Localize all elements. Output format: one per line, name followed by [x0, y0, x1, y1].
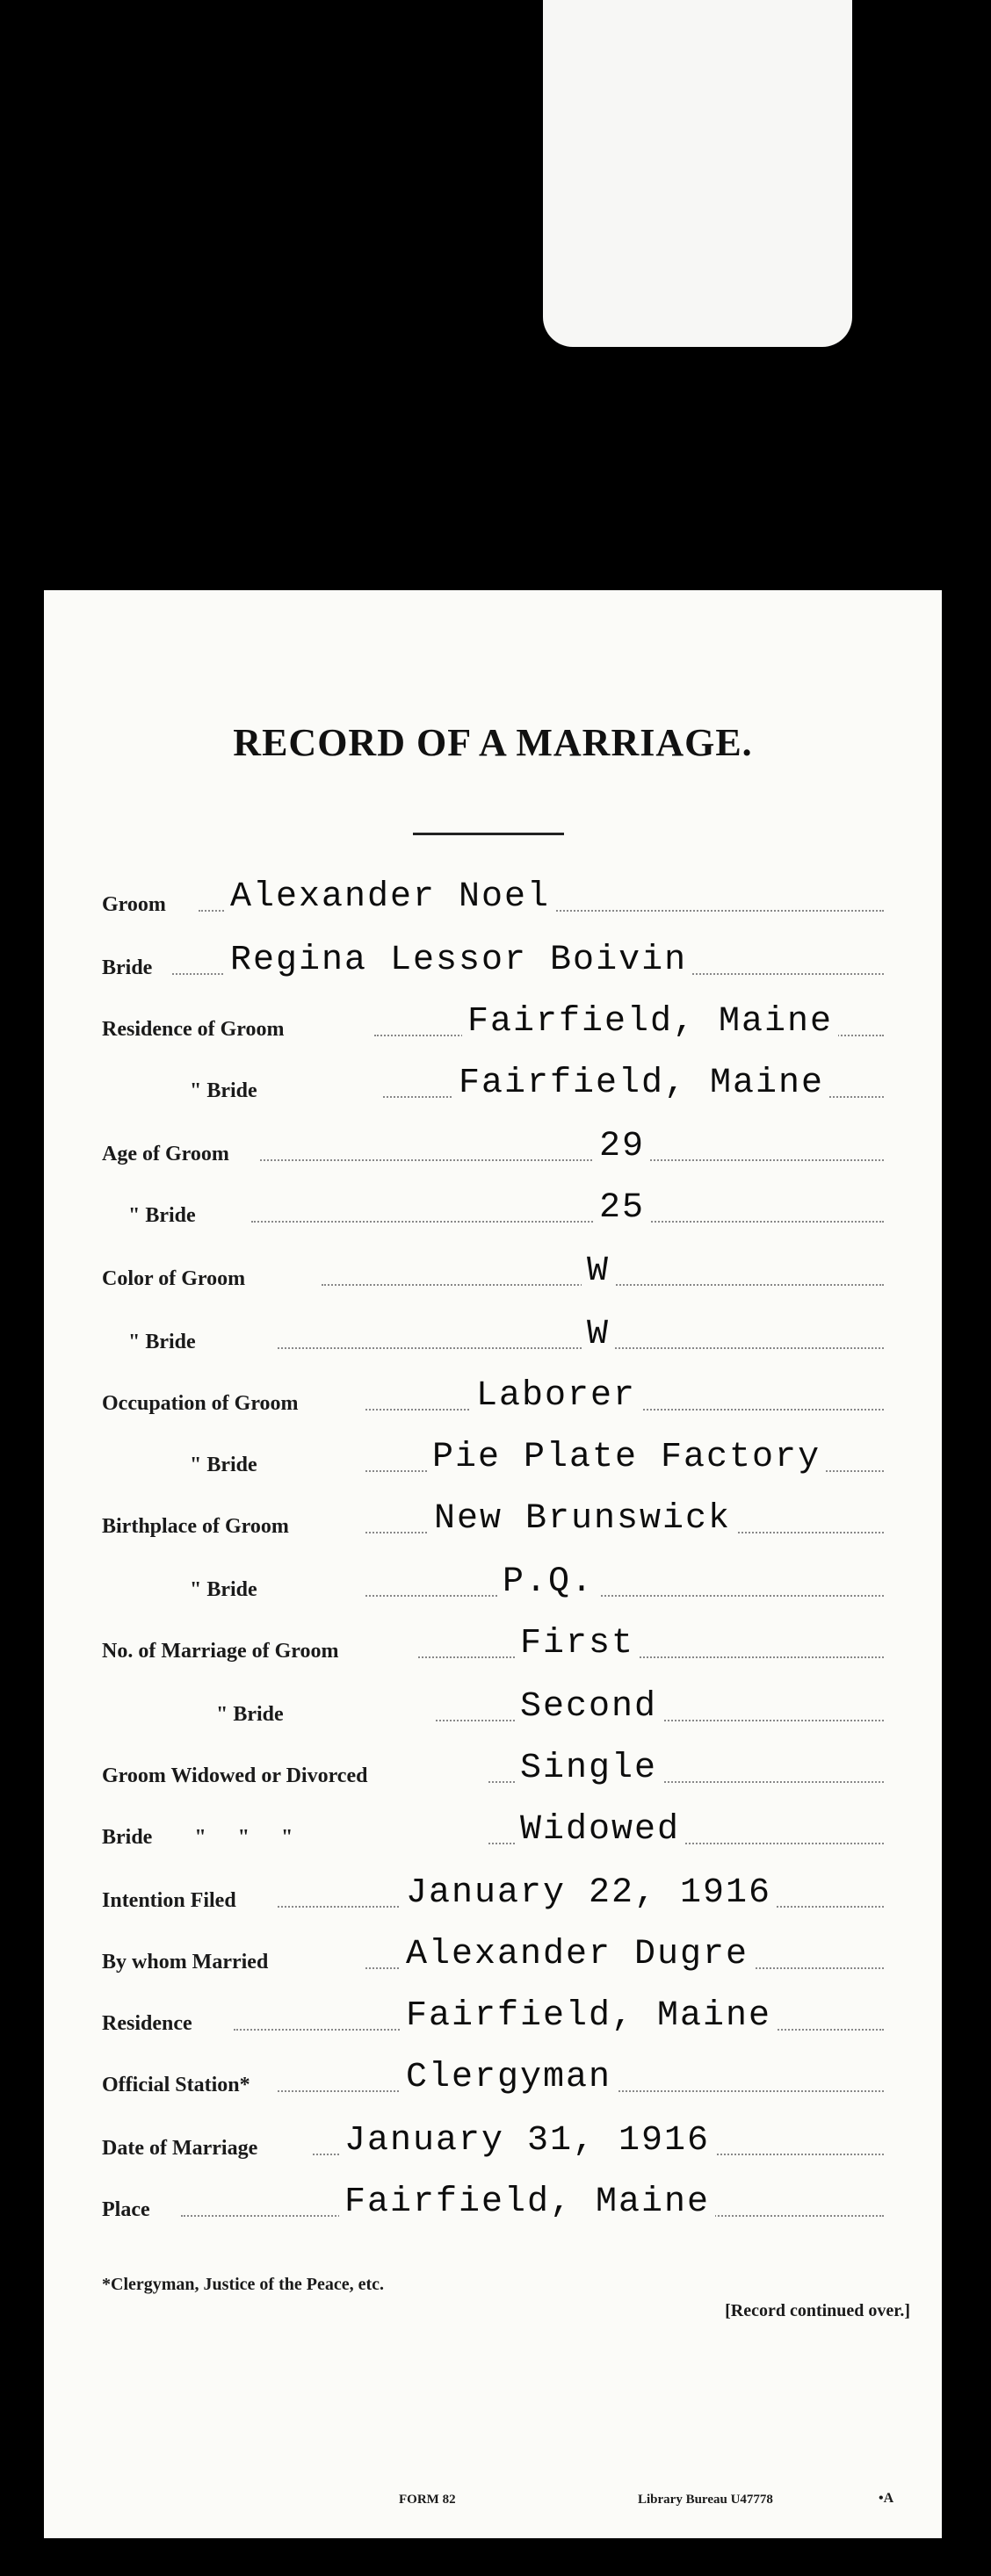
field-widowed-groom — [102, 1741, 884, 1793]
field-label: Occupation of Groom — [102, 1392, 299, 1415]
field-groom — [102, 869, 884, 922]
footnote: *Clergyman, Justice of the Peace, etc. — [102, 2275, 384, 2294]
field-label: Color of Groom — [102, 1267, 246, 1290]
field-label: " Bride — [128, 1331, 196, 1353]
field-label: Residence of Groom — [102, 1018, 285, 1041]
field-label: " Bride — [128, 1204, 196, 1227]
field-label: " Bride — [190, 1454, 257, 1476]
field-value: Second — [515, 1687, 662, 1727]
field-officiant-residence — [102, 1988, 884, 2041]
field-age-groom — [102, 1119, 884, 1172]
record-continued-note: [Record continued over.] — [725, 2301, 910, 2320]
field-label: By whom Married — [102, 1951, 269, 1973]
field-bride — [102, 933, 884, 985]
field-date-of-marriage — [102, 2113, 884, 2166]
field-color-groom — [102, 1244, 884, 1296]
marriage-record-card — [44, 590, 942, 2538]
field-value: Clergyman — [401, 2058, 617, 2097]
field-value: W — [582, 1252, 615, 1291]
field-label: Official Station* — [102, 2074, 250, 2096]
field-value: Fairfield, Maine — [453, 1064, 829, 1103]
field-residence-bride — [102, 1056, 884, 1108]
field-value: Single — [515, 1749, 662, 1788]
file-card-tab — [543, 0, 852, 347]
field-value: January 22, 1916 — [401, 1873, 777, 1913]
field-value: Fairfield, Maine — [401, 1996, 777, 2036]
field-widowed-bride — [102, 1802, 884, 1855]
field-birthplace-groom — [102, 1491, 884, 1544]
form-number: FORM 82 — [399, 2493, 456, 2507]
field-value: Regina Lessor Boivin — [225, 941, 692, 980]
field-dots — [251, 1221, 884, 1223]
field-value: Fairfield, Maine — [462, 1002, 838, 1042]
field-birthplace-bride — [102, 1555, 884, 1607]
field-label: Age of Groom — [102, 1143, 229, 1165]
field-residence-groom — [102, 994, 884, 1047]
field-official-station — [102, 2050, 884, 2103]
field-value: Alexander Noel — [225, 877, 555, 917]
field-value: 29 — [594, 1127, 650, 1166]
field-intention-filed — [102, 1865, 884, 1918]
field-value: Laborer — [471, 1376, 641, 1416]
field-dots — [260, 1159, 884, 1161]
field-value: Pie Plate Factory — [427, 1438, 826, 1477]
field-dots — [365, 1595, 884, 1597]
field-label: Date of Marriage — [102, 2137, 258, 2160]
field-label: " Bride — [190, 1578, 257, 1601]
corner-mark: •A — [879, 2491, 894, 2506]
field-value: January 31, 1916 — [339, 2121, 715, 2161]
field-label: No. of Marriage of Groom — [102, 1640, 339, 1663]
field-occupation-bride — [102, 1430, 884, 1483]
field-label: Place — [102, 2198, 150, 2221]
field-label: Residence — [102, 2012, 192, 2035]
field-dots — [278, 1347, 884, 1349]
field-color-bride — [102, 1307, 884, 1360]
field-label: Groom Widowed or Divorced — [102, 1764, 368, 1787]
record-title: RECORD OF A MARRIAGE. — [233, 721, 753, 764]
field-value: First — [515, 1624, 640, 1663]
field-label: Intention Filed — [102, 1889, 236, 1912]
field-married-by — [102, 1927, 884, 1980]
publisher-imprint: Library Bureau U47778 — [638, 2493, 773, 2507]
field-value: Alexander Dugre — [401, 1935, 754, 1974]
field-label: " Bride — [216, 1703, 284, 1726]
field-place — [102, 2175, 884, 2227]
field-label: Bride " " " — [102, 1826, 293, 1849]
field-value: P.Q. — [497, 1562, 599, 1602]
field-marriage-no-bride — [102, 1679, 884, 1732]
field-marriage-no-groom — [102, 1616, 884, 1669]
field-dots — [418, 1656, 884, 1658]
field-label: Birthplace of Groom — [102, 1515, 289, 1538]
field-value: W — [582, 1315, 615, 1354]
field-label: " Bride — [190, 1079, 257, 1102]
field-occupation-groom — [102, 1368, 884, 1421]
title-rule — [413, 833, 564, 835]
field-age-bride — [102, 1180, 884, 1233]
field-label: Bride — [102, 956, 153, 979]
field-value: Fairfield, Maine — [339, 2183, 715, 2222]
field-value: New Brunswick — [429, 1499, 736, 1539]
field-value: Widowed — [515, 1810, 685, 1850]
field-value: 25 — [594, 1188, 650, 1228]
field-label: Groom — [102, 893, 166, 916]
